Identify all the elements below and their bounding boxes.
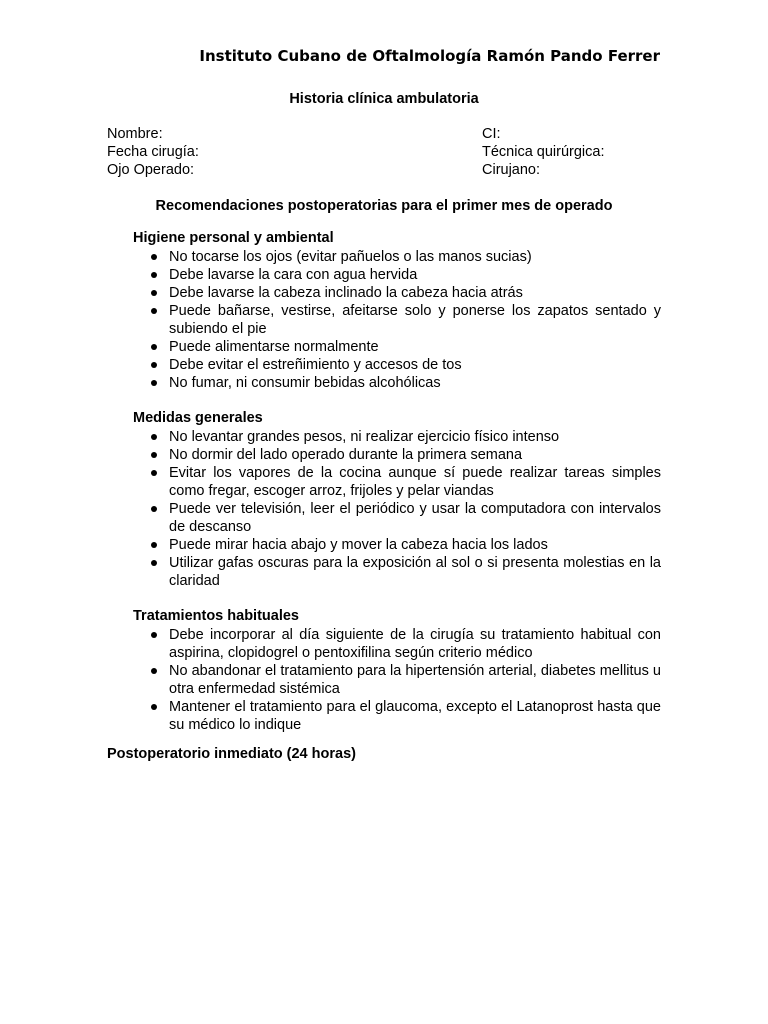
section-general-measures (133, 409, 661, 590)
list-item-text: Puede bañarse, vestirse, afeitarse solo y ponerse los zapatos sentado y subiendo el pie (169, 303, 661, 337)
bullet-icon (151, 308, 157, 314)
list-item-text: Debe lavarse la cabeza inclinado la cabeza hacia atrás (169, 285, 523, 301)
list-item (133, 266, 661, 284)
list-item-text: No tocarse los ojos (evitar pañuelos o las manos sucias) (169, 249, 532, 265)
list-item-text: Debe incorporar al día siguiente de la cirugía su tratamiento habitual con aspirina, clopidogrel o pentoxifilina según criterio médico (169, 627, 661, 661)
field-row (107, 161, 667, 179)
bullet-icon (151, 506, 157, 512)
field-name-label: Nombre: (107, 126, 163, 142)
list-item (133, 428, 661, 446)
list-item (133, 374, 661, 392)
list-item (133, 464, 661, 500)
list-item-text: Debe lavarse la cara con agua hervida (169, 267, 418, 283)
list-item (133, 500, 661, 536)
list-item (133, 446, 661, 464)
bullet-icon (151, 254, 157, 260)
list-item-text: No dormir del lado operado durante la primera semana (169, 447, 523, 463)
field-row (107, 143, 667, 161)
list-item-text: No levantar grandes pesos, ni realizar ejercicio físico intenso (169, 429, 560, 445)
postop-heading: Postoperatorio inmediato (24 horas) (107, 746, 356, 762)
bullet-icon (151, 344, 157, 350)
field-ci-label: CI: (482, 126, 501, 142)
bullet-icon (151, 470, 157, 476)
list-item (133, 662, 661, 698)
list-item (133, 536, 661, 554)
bullet-icon (151, 362, 157, 368)
list-item (133, 698, 661, 734)
list-item (133, 338, 661, 356)
list-item-text: Puede alimentarse normalmente (169, 339, 379, 355)
bullet-icon (151, 272, 157, 278)
section-heading: Medidas generales (133, 410, 263, 426)
list-item (133, 248, 661, 266)
bullet-icon (151, 452, 157, 458)
bullet-list (133, 626, 661, 734)
bullet-icon (151, 560, 157, 566)
field-surgeon-label: Cirujano: (482, 162, 541, 178)
list-item-text: Utilizar gafas oscuras para la exposición al sol o si presenta molestias en la claridad (169, 555, 661, 589)
list-item-text: No abandonar el tratamiento para la hipertensión arterial, diabetes mellitus u otra enfermedad sistémica (169, 663, 661, 697)
list-item (133, 356, 661, 374)
field-surgery-date-label: Fecha cirugía: (107, 144, 199, 160)
institute-title: Instituto Cubano de Oftalmología Ramón Pando Ferrer (199, 47, 660, 65)
list-item (133, 626, 661, 662)
list-item (133, 284, 661, 302)
bullet-icon (151, 542, 157, 548)
list-item (133, 302, 661, 338)
list-item-text: Puede mirar hacia abajo y mover la cabeza hacia los lados (169, 537, 548, 553)
bullet-icon (151, 632, 157, 638)
recommendation-sections (133, 229, 661, 734)
bullet-icon (151, 668, 157, 674)
field-surgical-technique-label: Técnica quirúrgica: (482, 144, 605, 160)
document-title: Historia clínica ambulatoria (289, 91, 479, 107)
bullet-list (133, 248, 661, 392)
list-item-text: Mantener el tratamiento para el glaucoma, excepto el Latanoprost hasta que su médico lo indique (169, 699, 661, 733)
section-hygiene (133, 229, 661, 392)
list-item-text: Evitar los vapores de la cocina aunque sí puede realizar tareas simples como fregar, escoger arroz, frijoles y pelar viandas (169, 465, 661, 499)
bullet-icon (151, 434, 157, 440)
section-heading: Higiene personal y ambiental (133, 230, 334, 246)
bullet-icon (151, 290, 157, 296)
bullet-icon (151, 704, 157, 710)
section-usual-treatments (133, 607, 661, 734)
recommendations-title: Recomendaciones postoperatorias para el primer mes de operado (155, 198, 613, 214)
field-operated-eye-label: Ojo Operado: (107, 162, 195, 178)
bullet-icon (151, 380, 157, 386)
list-item-text: Puede ver televisión, leer el periódico y usar la computadora con intervalos de descanso (169, 501, 661, 535)
field-row (107, 125, 667, 143)
patient-fields (107, 125, 667, 179)
list-item-text: Debe evitar el estreñimiento y accesos de tos (169, 357, 462, 373)
list-item-text: No fumar, ni consumir bebidas alcohólicas (169, 375, 441, 391)
list-item (133, 554, 661, 590)
section-heading: Tratamientos habituales (133, 608, 299, 624)
bullet-list (133, 428, 661, 590)
